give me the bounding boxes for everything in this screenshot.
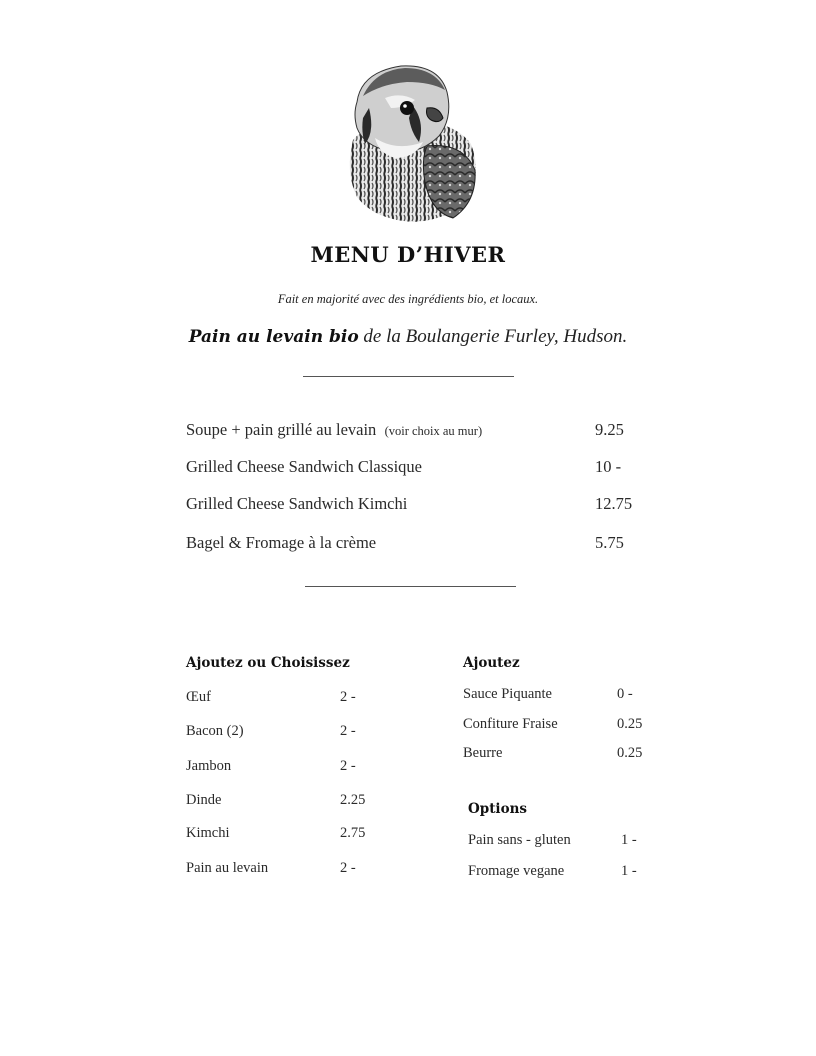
addon-item-name: Dinde: [186, 792, 222, 808]
menu-title: MENU D’HIVER: [310, 242, 506, 267]
addon-item-name: Pain au levain: [186, 860, 269, 876]
menu-item-name: [186, 533, 376, 553]
divider-top: [303, 376, 514, 377]
extra-item-price: 0.25: [617, 745, 643, 761]
divider-bottom: [305, 586, 516, 587]
option-item-price: 1 -: [621, 832, 637, 848]
menu-item-name: [186, 494, 407, 514]
option-item-name: Pain sans - gluten: [468, 832, 571, 848]
add-heading: Ajoutez: [463, 655, 520, 671]
addon-item-name: Jambon: [186, 758, 232, 774]
addon-item-name: Kimchi: [186, 825, 230, 841]
extra-item-price: 0 -: [617, 686, 633, 702]
menu-item-label: Soupe + pain grillé au levain: [186, 420, 377, 439]
addon-item-price: 2 -: [340, 758, 356, 774]
addon-item-price: 2.75: [340, 825, 366, 841]
menu-item-name: [186, 457, 422, 477]
add-or-choose-heading: Ajoutez ou Choisissez: [186, 655, 350, 671]
options-heading: Options: [468, 801, 527, 817]
menu-item-label: Grilled Cheese Sandwich Classique: [186, 457, 422, 476]
menu-item-label: Grilled Cheese Sandwich Kimchi: [186, 494, 408, 513]
extra-item-name: Beurre: [463, 745, 503, 761]
bread-line-rest: de la Boulangerie Furley, Hudson.: [358, 326, 628, 347]
menu-item-price: 10 -: [595, 457, 622, 476]
menu-tagline: Fait en majorité avec des ingrédients bio, et locaux.: [277, 292, 539, 306]
option-item-name: Fromage vegane: [468, 863, 565, 879]
menu-item-price: 9.25: [595, 420, 624, 439]
addon-item-name: Bacon (2): [186, 723, 244, 739]
extra-item-name: Confiture Fraise: [463, 716, 558, 732]
addon-item-price: 2 -: [340, 689, 356, 705]
menu-item-price: 5.75: [595, 533, 624, 552]
option-item-price: 1 -: [621, 863, 637, 879]
addon-item-price: 2.25: [340, 792, 366, 808]
addon-item-price: 2 -: [340, 860, 356, 876]
menu-item-price: 12.75: [595, 494, 633, 513]
extra-item-name: Sauce Piquante: [463, 686, 552, 702]
addon-item-price: 2 -: [340, 723, 356, 739]
extra-item-price: 0.25: [617, 716, 643, 732]
bread-line-bold: Pain au levain bio: [188, 327, 359, 347]
addon-item-name: Œuf: [186, 689, 211, 705]
menu-item-name: [186, 420, 482, 440]
menu-item-note: (voir choix au mur): [384, 424, 483, 438]
menu-item-label: Bagel & Fromage à la crème: [186, 533, 377, 552]
falcon-illustration: [335, 62, 483, 224]
bread-line: [0, 326, 816, 348]
